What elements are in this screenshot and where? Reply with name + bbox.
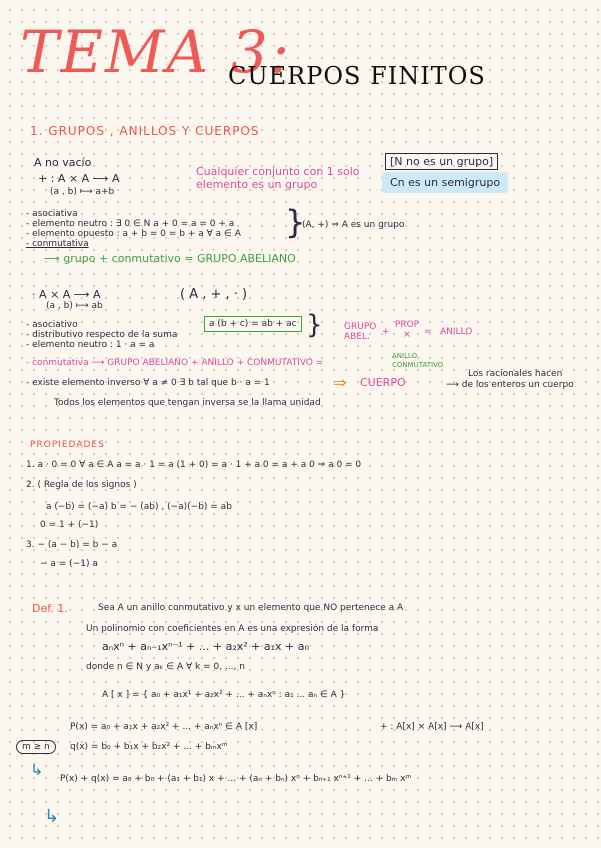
definition-line-1: Sea A un anillo conmutativo y x un elemento que NO pertenece a A [98, 603, 404, 613]
group-note-2: elemento es un grupo [196, 178, 318, 191]
plus-sign: + [382, 327, 390, 337]
group-prop: - asociativa [26, 209, 78, 219]
property-2a: a (−b) = (−a) b = − (ab) , (−a)(−b) = ab [46, 502, 232, 512]
page-title: TEMA 3: [20, 18, 292, 86]
arrow-right-icon: ⇒ [333, 373, 347, 392]
group-prop: - elemento opuesto : a + b = 0 = b + a ∀ a ∈ A [26, 229, 241, 239]
property-2b: 0 = 1 + (−1) [40, 520, 99, 530]
ring-commutative [26, 358, 323, 368]
addition-map: + : A[x] × A[x] ⟶ A[x] [380, 722, 484, 732]
definition-line-2: Un polinomio con coeficientes en A es una expresión de la forma [86, 624, 379, 634]
anillo-label: ANILLO [440, 327, 473, 337]
property-3: 3. − (a − b) = b − a [26, 540, 118, 550]
property-1: 1. a · 0 = 0 ∀ a ∈ A a = a · 1 = a (1 + 0) = a · 1 + a 0 = a + a 0 ⇒ a 0 = 0 [26, 460, 362, 470]
unidad-text: Todos los elementos que tengan inversa se la llama unidad [54, 398, 321, 408]
group-prop: - elemento neutro : ∃ 0 ∈ N a + 0 = a = 0 + a [26, 219, 235, 229]
ring-triple: ( A , + , · ) [180, 287, 248, 302]
brace-icon: } [285, 203, 306, 241]
section-heading: 1. GRUPOS , ANILLOS Y CUERPOS [30, 124, 260, 138]
page-subtitle: CUERPOS FINITOS [228, 62, 486, 90]
anillo-conmutativo-label: ANILLO CONMUTATIVO [392, 352, 444, 369]
commutative-text: - conmutativa ⟶ GRUPO ABELIANO + ANILLO + CONMUTATIVO = [26, 358, 324, 368]
distributive-formula: a (b + c) = ab + ac [204, 316, 302, 332]
group-prop: - conmutativa [26, 239, 89, 249]
brace-icon: } [306, 310, 323, 340]
box-note-1: [N no es un grupo] [385, 153, 498, 170]
prop-label: PROP × [394, 320, 420, 340]
polynomial-form: aₙxⁿ + aₙ₋₁xⁿ⁻¹ + ... + a₂x² + a₁x + a₀ [102, 640, 309, 653]
abelian-group: ⟶ grupo + conmutativo = GRUPO ABELIANO [44, 252, 296, 265]
property-2: 2. ( Regla de los signos ) [26, 480, 137, 490]
cuerpo-label: CUERPO [360, 376, 406, 389]
p-of-x: P(x) = a₀ + a₁x + a₂x² + ... + aₙxⁿ ∈ A [x] [70, 722, 258, 732]
ring-prop: - asociativo [26, 320, 78, 330]
inverse-text: - existe elemento inverso ∀ a ≠ 0 ∃ b tal que b · a = 1 [26, 378, 270, 388]
equals-sign: = [424, 327, 432, 337]
definition-label: Def. 1. [32, 602, 68, 615]
rationals-text-2: ⟶ de los enteros un cuerpo [446, 380, 574, 390]
box-note-2: Cn es un semigrupo [382, 172, 508, 193]
ring-op1: · A × A ⟶ A [32, 288, 101, 301]
properties-heading: PROPIEDADES [30, 440, 105, 450]
group-conclusion: (A, +) ⇒ A es un grupo [302, 220, 405, 230]
ring-prop: - distributivo respecto de la suma [26, 330, 178, 340]
polynomial-where: donde n ∈ N y aₖ ∈ A ∀ k = 0, ..., n [86, 662, 245, 672]
sum-formula: P(x) + q(x) = a₀ + b₀ + (a₁ + b₁) x + ... + (aₙ + bₙ) xⁿ + bₙ₊₁ xⁿ⁺¹ + ... + bₘ xᵐ [60, 774, 412, 784]
condition-badge: m ≥ n [16, 740, 56, 754]
q-of-x: q(x) = b₀ + b₁x + b₂x² + ... + bₘxᵐ [70, 742, 228, 752]
group-op1: + : A × A ⟶ A [38, 172, 120, 185]
polynomial-set: A [ x ] = { a₀ + a₁x¹ + a₂x² + ... + aₙxⁿ : a₁ ... aₙ ∈ A } [102, 690, 346, 700]
hook-arrow-icon: ↳ [30, 760, 44, 779]
group-op2: (a , b) ⟼ a+b [50, 187, 115, 197]
corner-arrow-icon: ↳ [44, 806, 60, 827]
group-intro: A no vacío [34, 156, 92, 169]
ring-prop: - elemento neutro : 1 · a = a [26, 340, 155, 350]
group-note-1: Cualquier conjunto con 1 solo [196, 165, 360, 178]
ring-op2: (a , b) ⟼ ab [46, 301, 103, 311]
property-3b: − a = (−1) a [40, 559, 98, 569]
rationals-text-1: Los racionales hacen [468, 369, 563, 379]
grupo-abel-label: GRUPO ABEL. [344, 322, 377, 342]
